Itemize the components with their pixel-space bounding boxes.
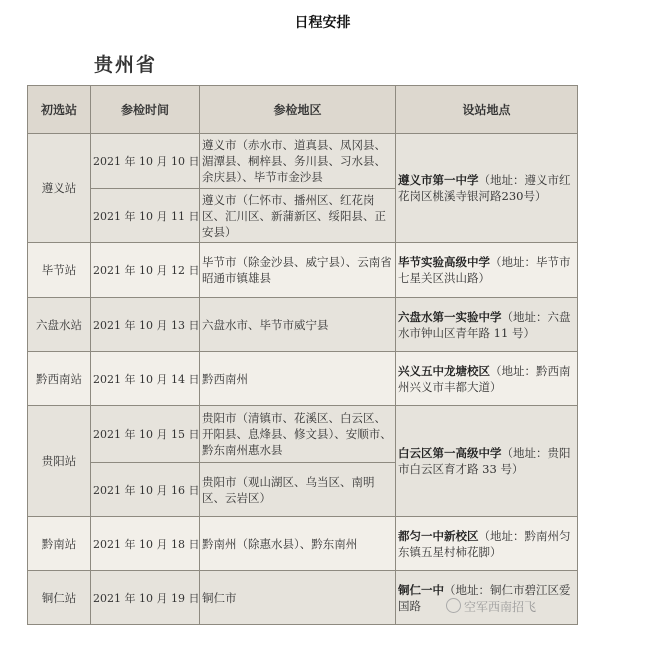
station-name: 毕节站 — [28, 243, 91, 298]
schedule-table — [27, 85, 578, 625]
area-cell: 遵义市（赤水市、道真县、凤冈县、湄潭县、桐梓县、务川县、习水县、余庆县）、毕节市金沙县 — [200, 134, 396, 189]
table-row — [28, 352, 578, 406]
table-header-row — [28, 86, 578, 134]
date-cell: 2021 年 10 月 19 日 — [91, 571, 200, 625]
date-cell: 2021 年 10 月 13 日 — [91, 298, 200, 352]
station-name: 黔西南站 — [28, 352, 91, 406]
date-cell: 2021 年 10 月 10 日 — [91, 134, 200, 189]
area-cell: 贵阳市（清镇市、花溪区、白云区、开阳县、息烽县、修文县）、安顺市、黔东南州惠水县 — [200, 406, 396, 463]
header-station: 初选站 — [28, 86, 91, 134]
site-name: 兴义五中龙塘校区 — [398, 363, 490, 378]
site-address: （地址：贵阳市白云区育才路 33 号） — [398, 446, 571, 476]
watermark-text: 空军西南招飞 — [464, 600, 537, 614]
area-cell: 遵义市（仁怀市、播州区、红花岗区、汇川区、新蒲新区、绥阳县、正安县） — [200, 189, 396, 243]
date-cell: 2021 年 10 月 18 日 — [91, 517, 200, 571]
site-cell — [396, 352, 578, 406]
station-name: 贵阳站 — [28, 406, 91, 517]
date-cell: 2021 年 10 月 15 日 — [91, 406, 200, 463]
area-cell: 黔南州（除惠水县）、黔东南州 — [200, 517, 396, 571]
date-cell: 2021 年 10 月 14 日 — [91, 352, 200, 406]
area-cell: 铜仁市 — [200, 571, 396, 625]
site-cell — [396, 517, 578, 571]
site-name: 铜仁一中 — [398, 582, 444, 597]
area-cell: 毕节市（除金沙县、威宁县）、云南省昭通市镇雄县 — [200, 243, 396, 298]
date-cell: 2021 年 10 月 12 日 — [91, 243, 200, 298]
site-address: （地址：六盘水市钟山区青年路 11 号） — [398, 309, 571, 340]
table-row — [28, 406, 578, 463]
site-cell — [396, 406, 578, 517]
wechat-icon — [446, 598, 461, 613]
table-row — [28, 134, 578, 189]
site-name: 遵义市第一中学 — [398, 173, 479, 187]
table-row — [28, 517, 578, 571]
station-name: 六盘水站 — [28, 298, 91, 352]
site-address: （地址：铜仁市碧江区爱国路 — [398, 582, 571, 613]
province-heading: 贵州省 — [94, 54, 158, 76]
site-address: （地址：黔西南州兴义市丰都大道） — [398, 363, 571, 394]
area-cell: 六盘水市、毕节市威宁县 — [200, 298, 396, 352]
site-address: （地址：黔南州匀东镇五星村柿花脚） — [398, 528, 571, 559]
site-cell — [396, 298, 578, 352]
station-name: 铜仁站 — [28, 571, 91, 625]
header-date: 参检时间 — [91, 86, 200, 134]
area-cell: 黔西南州 — [200, 352, 396, 406]
site-cell — [396, 134, 578, 243]
header-area: 参检地区 — [200, 86, 396, 134]
page-title: 日程安排 — [294, 15, 351, 31]
header-site: 设站地点 — [396, 86, 578, 134]
area-cell: 贵阳市（观山湖区、乌当区、南明区、云岩区） — [200, 463, 396, 517]
site-name: 六盘水第一实验中学 — [398, 309, 502, 324]
site-name: 白云区第一高级中学 — [398, 446, 502, 460]
site-cell — [396, 243, 578, 298]
date-cell: 2021 年 10 月 11 日 — [91, 189, 200, 243]
site-address: （地址：遵义市红花岗区桃溪寺银河路230号） — [398, 173, 571, 203]
station-name: 黔南站 — [28, 517, 91, 571]
station-name: 遵义站 — [28, 134, 91, 243]
watermark — [446, 598, 536, 615]
date-cell: 2021 年 10 月 16 日 — [91, 463, 200, 517]
table-row — [28, 243, 578, 298]
site-address: （地址：毕节市七星关区洪山路） — [398, 255, 571, 285]
site-name: 毕节实验高级中学 — [398, 255, 490, 269]
site-name: 都匀一中新校区 — [398, 528, 479, 543]
table-row — [28, 298, 578, 352]
